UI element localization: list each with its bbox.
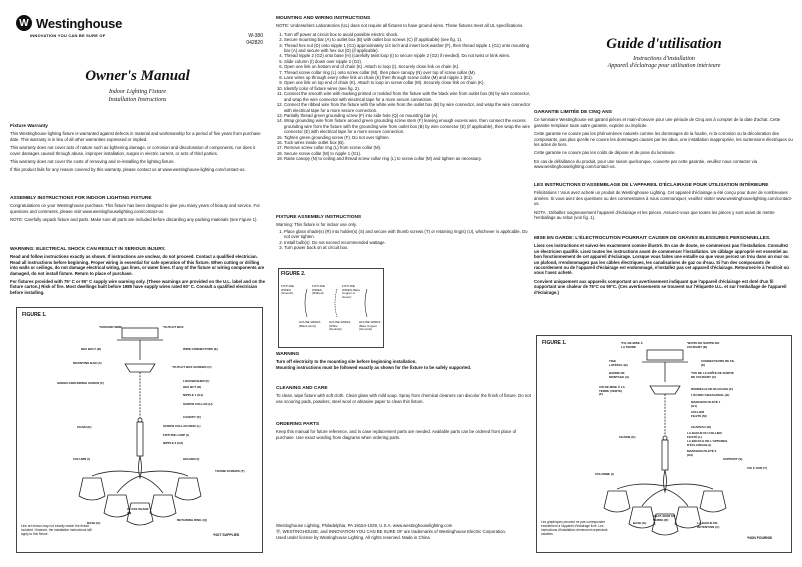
canopy-shape (125, 364, 155, 372)
warning2-line2: Mounting instructions must be followed exactly as shown for the fixture to be safely supported. (276, 364, 472, 370)
fixture-wire-ribbed-shape (335, 289, 337, 317)
part-outlet-box-screws: *OUTLET BOX SCREWS (C) (172, 365, 212, 369)
fr-part-chaine: CHAINE (K) (619, 435, 636, 439)
garantie-p2: Cette garantie ne couvre pas les phénomènes naturels comme les dommages de la foudre, ni la corrosion ou la décoloration des composants, pas plus qu'elle ne couvre les dommages causés par les abus, une installation inappropriée, les surtensions électriques ou les actes de tiers. (534, 131, 793, 148)
fr-part-connecteurs: CONNECTEURS DE FIL (E) (701, 359, 735, 367)
fixture-loop-shape (138, 418, 142, 422)
figure1-label: FIGURE 1. (22, 312, 47, 318)
column-shape (137, 422, 143, 456)
mounting-heading: MOUNTING AND WIRING INSTRUCTIONS (276, 16, 371, 21)
garantie-p1: Ce luminaire Westinghouse est garanti pièces et main-d'oeuvre pour une période de Cinq ans à compter de la date d'achat. Cette garantie remplace toute autre garantie, expicite ou implicite. (534, 117, 781, 128)
footer-line3: Used under license by Westinghouse Lighting. All rights reserved. Made in China (276, 535, 430, 540)
part-hex-bolt: HEX BOLT (B) (81, 347, 101, 351)
assemblage-section (534, 183, 794, 223)
figure1-fr-label: FIGURE 1. (542, 340, 567, 346)
fr-part-tige-laterale: TIGE LATÉRAL (B) (609, 359, 628, 367)
mounting-step-16: 16. Tuck wires inside outlet box (B). (284, 140, 533, 145)
mounting-step-12: 12. Connect the ribbed wire from the fixture with the white wire from the outlet box (B) by wire connector, and wrap the wire connector with electrical tape for a more secure connection. (284, 102, 533, 113)
fr-part-colonne: COLONNE (I) (595, 472, 614, 476)
fixture-wire-smooth-shape (305, 289, 307, 317)
middle-column (276, 0, 533, 567)
outlet-box-fr-shape (647, 350, 683, 360)
figure2-box (278, 268, 384, 348)
part-glass-shade: GLASS SHADE (R) (127, 507, 149, 515)
mounting-step-18: 18. Secure screw collar (M) to nipple 1 (G1). (284, 151, 533, 156)
part-chain: CHAIN (K) (77, 425, 92, 429)
ordering-text: Keep this manual for future reference, and in case replacement parts are needed. Available parts can be ordered from place of purchase. Use exact wording from diagrams when ordering parts. (276, 429, 517, 440)
mise-en-garde-p1: Lisez ces instructions et suivez-les exactement comme illustré. En cas de doute, ne commencez pas l'installation. Consultez un électricien qualifié. Lisez toutes les instructions avant de commencer l'installation. Un câblage approprié est essentiel au bon fonctionnement de cet appareil d'éclairage. Lorsque vous faites une entaille ou que vous percez un trou dans un mur ou un plafond, n'endommagez pas les câbles électriques, les canalisations de gaz ou d'eau. Si l'un des composants de raccordement ou de l'appareil d'éclairage est endommagé, n'installez pas cet appareil d'éclairage. Retournez-le à l'endroit où vous l'avez acheté. (534, 243, 789, 276)
assemblage-heading: LES INSTRUCTIONS D'ASSEMBLAGE DE L'APPAREIL D'ÉCLAIRAGE POUR UTILISATION INTÉRIEURE (534, 183, 769, 188)
fr-part-bague-collier: LA BAGUE DU COLLIER FILETÉ (L) (687, 431, 722, 439)
mounting-step-7: 7. Thread screw collar ring (L) onto screw collar (M), then place canopy (N) over top of screw collar (M). (284, 70, 533, 75)
part-green-ground-screw: GREEN GROUNDING SCREW (F) (57, 381, 104, 385)
figure1-box (16, 307, 263, 553)
fr-part-bague-retention: LA BAGUE DE RÉTENTION (U) (697, 521, 720, 529)
fixture-step-1: 1. Place glass shade(s) (R) into holder(s) (S) and secure with thumb screws (T) or retaining ring(s) (U), whichever is applicable. Do not over tighten. (284, 229, 533, 240)
manual-subtitle-line2: Installation Instructions (108, 97, 167, 103)
figure2-drawing (279, 269, 383, 347)
fig2-house-wires-copper: HOUSE WIRES (Bare Copper (Ground)) (359, 320, 381, 332)
assemblage-p1: Félicitations ! Vous avez acheté un produit de Westinghouse Lighting. Cet appareil d'éclairage a été conçu pour durer de nombreuses années. Si vous avez des questions ou des commentaires à nous communiquer, veuillez visiter www.westinghouselighting.com/contact-us. (534, 190, 793, 207)
ordering-heading: ORDERING PARTS (276, 422, 320, 427)
fixture-step-3: 3. Turn power back on at circuit box. (284, 245, 533, 250)
left-column (10, 0, 265, 567)
part-outlet-box: *OUTLET BOX (163, 325, 184, 329)
fixture-assembly-section (276, 215, 533, 250)
part-nipple2: NIPPLE 2 (G2) (163, 441, 184, 445)
mounting-step-6: 6. Open one link on bottom end of chain (K). Attach to loop (I). Securely close link on chain (K). (284, 64, 533, 69)
arm-lower-left-shape (117, 476, 140, 493)
part-retaining-ring: RETAINING RING (Q) (177, 518, 207, 522)
manual-title: Owner's Manual (85, 68, 190, 84)
part-ground-wire: *GROUND WIRE (99, 325, 123, 329)
part-fixture-loop: FIXTURE LOOP (I) (163, 433, 189, 437)
fr-part-ecrou: L'ÉCROU HEXAGONAL (D) (691, 393, 730, 397)
cleaning-section (276, 386, 533, 407)
fr-part-boucle: LA BOUCLE DE L'APPAREIL D'ÉCLAIRAGE (I) (687, 439, 728, 447)
warranty-heading: Fixture Warranty (10, 124, 48, 129)
arm-fr-lower-left-shape (642, 489, 665, 506)
part-canopy: CANOPY (K) (183, 415, 201, 419)
figure1-fr-box (536, 335, 792, 553)
garantie-p3: Cette garantie ne couvre pas les coûts de dépose et de pose du luminaire. (534, 150, 676, 156)
part-screw-collar-ring: SCREW COLLAR RING (L) (163, 424, 201, 428)
mise-en-garde-heading: MISE EN GARDE: L'ÉLECTROCUTION POURRAIT CAUSER DE GRAVES BLESSURES PERSONNELLES. (534, 236, 771, 241)
brand-tagline: INNOVATION YOU CAN BE SURE OF (30, 33, 106, 38)
garantie-section (534, 110, 794, 173)
shade-fr-1-shape (604, 491, 630, 512)
fr-part-rondelle: RONDELLE DE BLOCAGE (F) (691, 387, 733, 391)
part-screw-collar: SCREW COLLAR (H) (183, 402, 213, 406)
footer-line2: Ⓦ, WESTINGHOUSE, and INNOVATION YOU CAN BE SURE OF are trademarks of Westinghouse Electric Corporation. (276, 529, 507, 534)
brand-logo (16, 15, 122, 31)
fr-part-manchon2: MANCHON FILETÉ 2 (G2) (687, 449, 717, 457)
figure2-label: FIGURE 2. (281, 271, 306, 277)
mounting-step-19: 19. Raise canopy (N) to ceiling and thread screw collar ring (L) to screw collar (M) and tighten as necessary. (284, 156, 533, 161)
mounting-step-3: 3. Thread hex nut (D) onto nipple 1 (G1) approximately 1/4 inch and insert lock washer (F), then thread nipple 1 (G1) onto mounting bar (A) and secure with hex nut (D) (if applicable). (284, 43, 533, 54)
guide-subtitle-line2: Appareil d'éclairage pour utilisation intérieure (607, 63, 721, 69)
mounting-step-11: 11. Connect the smooth wire with marking printed or molded from the fixture with the black wire from outlet box (B) by wire connector, and wrap the wire connector with electrical tape for a more secure connection. (284, 91, 533, 102)
warranty-p3: This warranty does not cover the costs of removing and re-installing the lighting fixture. (10, 159, 175, 165)
cleaning-text: To clean, wipe fixture with soft cloth. Clean glass with mild soap. Spray from chemical cleaners can discolor the finish of fixture. Do not use scouring pads, powders, steel wool or abrasive paper to clean this fixture. (276, 393, 531, 404)
shade-2-shape (175, 478, 201, 500)
shade-fr-2-shape (700, 491, 726, 512)
fig2-fixture-wires-copper: FIXTURE WIRES (Bare Copper or Green) (342, 284, 361, 299)
mounting-step-14: 14. Wrap grounding wire from fixture around green grounding screw stem (F) leaving enough excess wire, then connect the excess grounding wire from the fixture with the grounding wire from outlet box (B) by wire connector (E) (if applicable), then wrap the wire connector (E) with electrical tape for a more secure connection. (284, 118, 533, 134)
base-fr-shape (664, 470, 667, 492)
warranty-p1: This Westinghouse lighting fixture is warranted against defects in material and workmanship for a period of five years from purchase date. This warranty is in lieu of all other warranties expressed or implied. (10, 131, 261, 142)
outlet-box-shape (122, 328, 158, 338)
fr-part-chapeau: CHAPEAU (N) (691, 425, 711, 429)
manual-subtitle (10, 88, 265, 104)
fixture-loop-fr-shape (663, 436, 667, 440)
page-footer (276, 523, 533, 541)
fr-part-vis-a-ailettes: VIS À OUR (T) (747, 466, 767, 470)
assembly-note: NOTE: Carefully unpack fixture and parts. Make sure all parts are included before discarding any packing materials (see Figure 1). (10, 217, 258, 223)
part-mounting-bar: MOUNTING BAR (A) (73, 361, 102, 365)
warning2-line1: Turn off electricity to the mounting site before beginning installation. (276, 359, 417, 365)
model-info (246, 33, 263, 47)
guide-subtitle-line1: Instructions d'installation (633, 56, 695, 62)
mounting-step-2: 2. Secure mounting bar (A) to outlet box (B) with outlet box screws (C) (if applicable) (see fig. 1). (284, 37, 533, 42)
mounting-step-8: 8. Lace wires up through every other link on chain (K) then through screw collar (M) and nipple 1 (E1). (284, 75, 533, 80)
brand-name: Westinghouse (36, 15, 123, 31)
right-column (534, 0, 794, 567)
figure1-note: Line art shown may not exactly match the fixture included. However, the installation instructions still apply to this fixture. (21, 524, 92, 536)
model-number: W-380 (248, 33, 263, 39)
assembly-section (10, 196, 265, 226)
part-column: COLUMN (I) (73, 457, 90, 461)
non-fournis-label: *NON FOURNIS (747, 536, 773, 540)
fixture-wire-ground-shape (365, 289, 367, 317)
part-nipple1: NIPPLE 1 (G1) (183, 393, 204, 397)
arm-left-shape (92, 471, 140, 476)
fr-part-boite-sortie: *BOITE DE SORTIE DE COURANT (B) (687, 341, 720, 349)
arm-lower-right-shape (140, 476, 163, 493)
arm-fr-right-shape (665, 484, 713, 489)
mounting-step-10: 10. Identify color of fixture wires (see fig. 2). (284, 86, 533, 91)
arm-right-shape (140, 471, 188, 476)
footer-line1: Westinghouse Lighting, Philadelphia, PA 19154-1029, U.S.A. www.westinghouselighting.com (276, 523, 453, 528)
westinghouse-logo-icon: W (16, 15, 32, 31)
canopy-fr-shape (650, 386, 680, 394)
warning-section (10, 247, 265, 298)
garantie-heading: GARANTIE LIMITÉE DE CINQ ANS (534, 110, 612, 115)
warning-p2: For fixtures provided with 75° C or 90° C supply wire warning only. (These warnings are provided on the U.L. label and on the fixture carton.) Risk of fire. Most dwellings built before 1985 have supply wires rated 60° C. Consult a qualified electrician before installing. (10, 279, 266, 295)
fr-part-vis-boite: *VIS DE LA BOÎTE DE SORTIE DE COURANT (C) (691, 371, 734, 379)
warranty-p2: This warranty does not cover acts of nature such as lightening damage, or corrosion and discoloration of components, nor does it cover damages caused through abuse, improper installation, surges in electric current, or acts of third parties. (10, 145, 256, 156)
mounting-section (276, 16, 533, 162)
fr-part-support: SUPPORT (S) (723, 457, 743, 461)
cleaning-heading: CLEANING AND CARE (276, 386, 328, 391)
mounting-step-13: 13. Partially thread green grounding screw (F) into side hole (Q) on mounting bar (A). (284, 113, 533, 118)
guide-subtitle (534, 56, 794, 70)
column-fr-shape (662, 440, 668, 470)
fixture-step-2: 2. Install bulb(s). Do not exceed recommended wattage. (284, 240, 533, 245)
shade-1-shape (79, 478, 105, 500)
fig2-house-wires-white: HOUSE WIRES (White (Neutral)) (329, 320, 351, 332)
assembly-p1: Congratulations on your Westinghouse purchase. This fixture has been designed to give you many years of beauty and service. For questions and comments, please visit www.westinghouselighting.com/contact-us. (10, 203, 260, 214)
mounting-step-4: 4. Thread nipple 2 (G2) onto base (H) (carefully twist loop (I) to secure nipple 2 (G2) if needed). Do not twist or kink wires. (284, 53, 533, 58)
fixture-warning: Warning: This fixture is for indoor use only. (276, 222, 357, 228)
warranty-section (10, 124, 265, 176)
part-holder: HOLDER (I) (183, 457, 200, 461)
fr-part-abat-jour: ABAT-JOUR EN VERRE (R) (653, 514, 676, 522)
fr-part-base: BASE (H) (633, 521, 647, 525)
fr-part-collier: COLLIER FILETÉ (M) (691, 410, 707, 418)
fr-part-manchon1: MANCHON FILETÉ 1 (G1) (691, 400, 721, 408)
warning-p1: Read and follow instructions exactly as shown. If instructions are unclear, do not proceed. Contact a qualified electrician. Read all instructions before beginning. Proper wiring is essential for safe operation of this fixture. When cutting or drilling into walls or ceilings, do not damage electrical wiring, gas lines, or water lines. If any of the fixture or wiring components are damaged, do not install fixture. Return to place of purchase. (10, 254, 265, 276)
guide-title: Guide d'utilisation (606, 36, 722, 52)
arm-fr-left-shape (617, 484, 665, 489)
mounting-step-17: 17. Remove screw collar ring (L) from screw collar (M). (284, 145, 533, 150)
warning-heading: WARNING: ELECTRICAL SHOCK CAN RESULT IN SERIOUS INJURY. (10, 247, 166, 252)
fixture-heading: FIXTURE ASSEMBLY INSTRUCTIONS (276, 215, 362, 220)
part-lockwasher: LOCKWASHER (F) (183, 379, 210, 383)
mise-en-garde-section (534, 236, 794, 298)
mounting-step-15: 15. Tighten green grounding screw (F). Do not over tighten. (284, 135, 533, 140)
mounting-step-9: 9. Open one link on top end of chain (K). Attach to loop on screw collar (M). Securely close link on chain (K). (284, 80, 533, 85)
mounting-step-1: 1. Turn off power at circuit box to avoid possible electric shock. (284, 32, 533, 37)
fr-part-vis-terre: VIS DE MISE À LA TERRE (VERTE) (F) (599, 385, 625, 397)
part-base: BASE (H) (87, 521, 101, 525)
fig2-house-wires-black: HOUSE WIRES (Black (Hot)) (299, 320, 321, 328)
fixture-steps (276, 229, 533, 251)
arm-fr-lower-right-shape (665, 489, 688, 506)
warning2-section (276, 352, 533, 373)
fig2-fixture-wires-smooth: FIXTURE WIRES (Smooth) (281, 284, 294, 296)
model-code: 042820 (246, 40, 263, 46)
warning2-heading: WARNING (276, 352, 300, 357)
assemblage-note: NOTA : Déballez soigneusement l'appareil d'éclairage et les pièces. Assurez-vous que toutes les pièces y sont avant de mettre l'emballage au rebut (voir fig. 1). (534, 209, 775, 221)
mise-en-garde-p2: Convient uniquement aux appareils comportant un avertissement indiquant que l'appareil d'éclairage est doté d'un fil supportant une chaleur de 75°C ou 90°C. (Ces avertissements se trouvent sur l'étiquette U.L. et sur l'emballage de l'appareil d'éclairage.) (534, 278, 787, 295)
garantie-p4: En cas de défaillance du produit, pour une raison quelconque, couverte par cette garantie, veuillez nous contacter via www.westinghouselighting.com/contact-us. (534, 158, 758, 170)
ordering-section (276, 422, 533, 443)
not-supplied-label: *NOT SUPPLIED (213, 533, 240, 537)
part-wire-connectors: WIRE CONNECTORS (E) (183, 347, 218, 351)
warranty-p4: If this product fails for any reason covered by this warranty, please contact us at www.westinghouse-lighting.com/contact-us. (10, 167, 246, 173)
mounting-steps (276, 32, 533, 162)
fig2-fixture-wires-ribbed: FIXTURE WIRES (Ribbed) (312, 284, 325, 296)
part-thumb-screws: THUMB SCREWS (T) (215, 469, 245, 473)
manual-subtitle-line1: Indoor Lighting Fixture (108, 89, 167, 95)
mounting-step-5: 5. Slide column (I) down over nipple 2 (G2). (284, 59, 533, 64)
shade-4-shape (150, 495, 176, 517)
figure1-drawing (17, 308, 262, 552)
part-hex-nut: HEX NUT (D) (183, 385, 202, 389)
base-shape (139, 456, 142, 478)
assembly-heading: ASSEMBLY INSTRUCTIONS FOR INDOOR LIGHTING FIXTURE (10, 196, 152, 201)
mounting-note: NOTE: Underwriters Laboratories (UL) does not require all fixtures to have ground wires. These fixtures meet all UL specifications. (276, 23, 524, 29)
fr-part-barre-montage: BARRE DE MONTAGE (A) (609, 371, 630, 379)
fr-part-fil-terre: *FIL DE MISE À LA TERRE (621, 341, 643, 349)
figure1-fr-note: Les graphiques peuvent ne pas correspondre exactement à l'appareil d'éclairage livré. Les instructions d'installation demeurent cependant valables. (541, 520, 608, 536)
